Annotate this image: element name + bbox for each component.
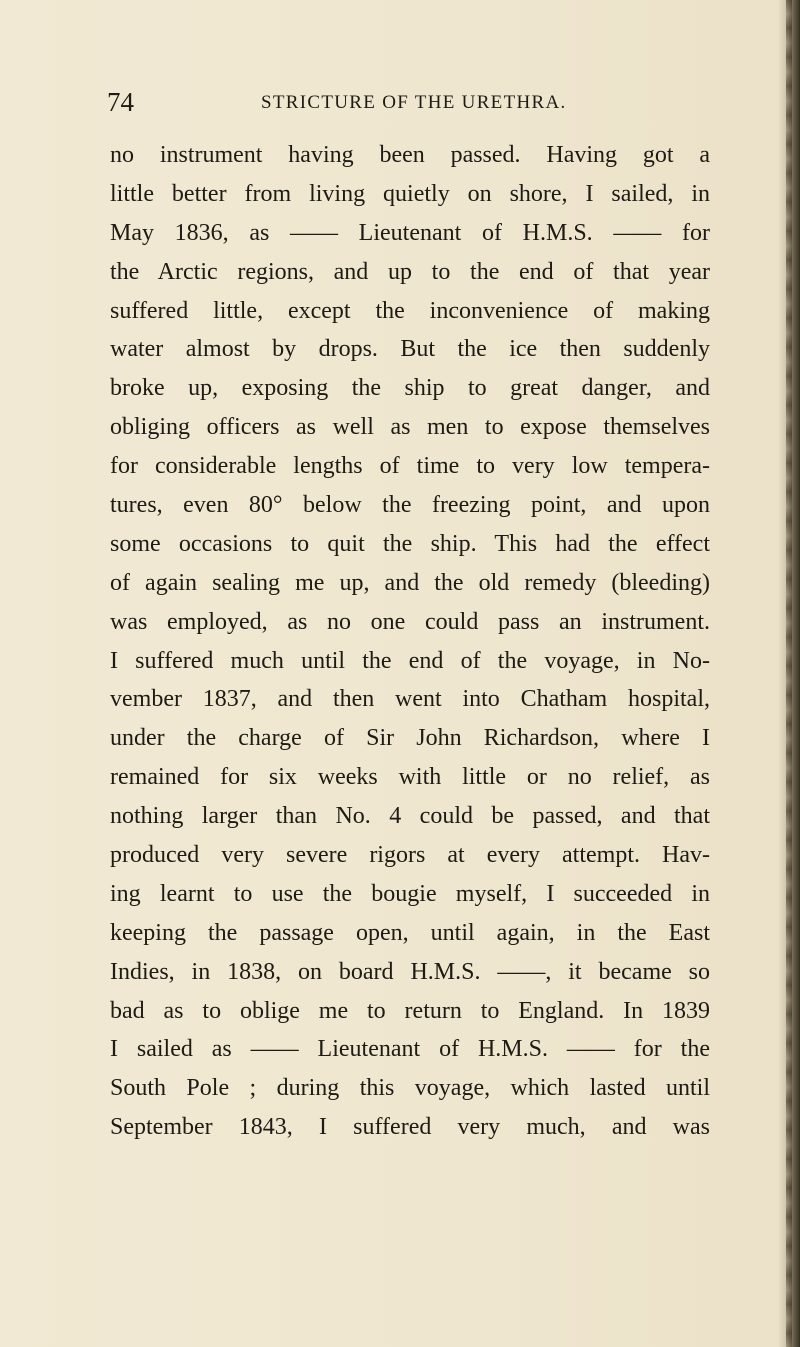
text-line: under the charge of Sir John Richardson, where I (110, 725, 710, 752)
text-line: of again sealing me up, and the old remedy (bleeding) (110, 569, 710, 596)
text-line: for considerable lengths of time to very low tempera- (110, 453, 710, 480)
page-number: 74 (107, 87, 134, 117)
body-paragraph (110, 136, 710, 1147)
text-line: some occasions to quit the ship. This had the effect (110, 530, 710, 557)
text-line: bad as to oblige me to return to England. In 1839 (110, 997, 710, 1024)
page-header (107, 82, 707, 122)
text-line: little better from living quietly on shore, I sailed, in (110, 180, 710, 207)
text-line: remained for six weeks with little or no relief, as (110, 764, 710, 791)
text-line: obliging officers as well as men to expose themselves (110, 414, 710, 441)
text-line: suffered little, except the inconvenience of making (110, 297, 710, 324)
running-title: STRICTURE OF THE URETHRA. (261, 92, 567, 113)
text-line: water almost by drops. But the ice then suddenly (110, 336, 710, 363)
text-line: no instrument having been passed. Having got a (110, 142, 710, 168)
text-line: I sailed as —— Lieutenant of H.M.S. —— for the (110, 1036, 710, 1063)
text-line: May 1836, as —— Lieutenant of H.M.S. —— for (110, 219, 710, 246)
text-line: Indies, in 1838, on board H.M.S. ——, it became so (110, 958, 710, 985)
text-line: was employed, as no one could pass an instrument. (110, 608, 710, 635)
text-line: vember 1837, and then went into Chatham hospital, (110, 686, 710, 713)
text-line: ing learnt to use the bougie myself, I succeeded in (110, 880, 710, 907)
text-line: produced very severe rigors at every attempt. Hav- (110, 842, 710, 869)
text-line: keeping the passage open, until again, in the East (110, 919, 710, 946)
text-line: tures, even 80° below the freezing point, and upon (110, 492, 710, 519)
text-line: broke up, exposing the ship to great danger, and (110, 375, 710, 402)
page-edge-texture (786, 0, 792, 1347)
text-line: South Pole ; during this voyage, which lasted until (110, 1075, 710, 1102)
text-line: the Arctic regions, and up to the end of that year (110, 258, 710, 285)
text-line: nothing larger than No. 4 could be passed, and that (110, 803, 710, 830)
text-line: September 1843, I suffered very much, and was (110, 1114, 710, 1141)
text-line: I suffered much until the end of the voyage, in No- (110, 647, 710, 674)
